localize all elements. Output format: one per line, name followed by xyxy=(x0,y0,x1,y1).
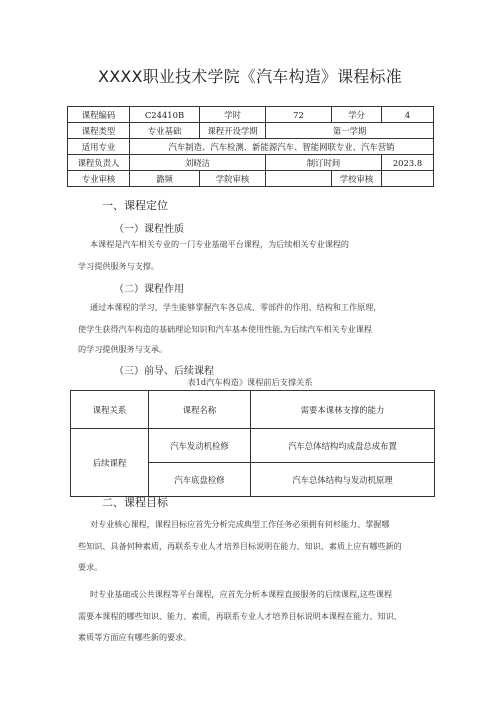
table-row xyxy=(68,123,434,139)
table-row xyxy=(68,171,434,187)
goals-para2-line2: 需要本课程的哪些知识、能力、素质，再联系专业人才培养目标说明本课程在能力、知识、 xyxy=(78,611,402,621)
header-relation: 课程关系 xyxy=(71,391,149,429)
table-row xyxy=(68,155,434,171)
major-review-value: 潞频 xyxy=(130,171,200,187)
prerequisite-heading: （三）前导、后续课程 xyxy=(114,366,214,377)
course-type-value: 专业基础 xyxy=(130,123,200,139)
goals-para1-line1: 对专业核心课程，课程目标应首先分析完成典型工作任务必须拥有何杉能力、掌握哪 xyxy=(90,519,390,529)
header-ability: 需要本课林支撑的能力 xyxy=(251,391,435,429)
school-review-label: 学校审核 xyxy=(332,171,382,187)
course-support-table xyxy=(70,390,435,497)
college-review-label: 学院审核 xyxy=(200,171,266,187)
table-row xyxy=(68,139,434,155)
date-label: 制订时间 xyxy=(266,155,382,171)
course-role-line2: 使学生获得汽车构造的基础理论知识和汽车基本使用性能,为后续汽车相关专业课程 xyxy=(78,324,372,334)
hours-value: 72 xyxy=(266,107,332,123)
course-nature-line2: 学习提供服务与支撑。 xyxy=(78,261,159,271)
course-role-line3: 的学习提供服务与支承。 xyxy=(78,344,168,354)
credit-value: 4 xyxy=(382,107,434,123)
owner-value: 刘晓洁 xyxy=(130,155,266,171)
course-name-cell: 汽车底盘检修 xyxy=(149,463,251,497)
school-review-value xyxy=(382,171,434,187)
major-review-label: 专业审核 xyxy=(68,171,130,187)
term-value: 第一学期 xyxy=(266,123,434,139)
goals-para2-line1: 时专业基础或公共课程等平台课程，应首先分析本课程直接服务的后续课程,这些课程 xyxy=(90,589,393,599)
course-role-line1: 通过本课程的学习，学生能够掌握汽车各总成、零部件的作用、结构和工作原理， xyxy=(90,302,382,312)
course-nature-heading: （一）课程性质 xyxy=(114,224,184,235)
goals-para2-line3: 素质等方面应有哪些新的要求。 xyxy=(78,632,192,642)
major-label: 适用专业 xyxy=(68,139,130,155)
page-title: XXXX职业技术学院《汽车构造》课程标准 xyxy=(98,67,402,86)
course-info-table xyxy=(67,106,434,187)
course-code-label: 课程编码 xyxy=(68,107,130,123)
course-role-heading: （二）课程作用 xyxy=(114,284,184,295)
ability-cell: 汽车总体结构与发动机原理 xyxy=(251,463,435,497)
credit-label: 学分 xyxy=(332,107,382,123)
section1-heading: 一、课程定位 xyxy=(102,199,168,212)
goals-para1-line2: 些知识、具备何种素质，再联系专业人才培养目标说明在能力、知识、素质上应有哪些新的 xyxy=(78,541,402,551)
ability-cell: 汽车总体结构均成盘总成布置 xyxy=(251,429,435,463)
section2-heading: 二、课程目标 xyxy=(102,496,168,509)
header-course-name: 课程名称 xyxy=(149,391,251,429)
term-label: 课程开设学期 xyxy=(200,123,266,139)
major-value: 汽车制造、汽车检测、新能源汽车、智能网联专业、汽车营销 xyxy=(130,139,434,155)
owner-label: 课程负责人 xyxy=(68,155,130,171)
course-nature-line1: 本课程是汽车相关专业的一门专业基础平台课程，为后续相关专业课程的 xyxy=(90,239,350,249)
table-header-row xyxy=(71,391,435,429)
date-value: 2023.8 xyxy=(382,155,434,171)
table-row xyxy=(68,107,434,123)
course-name-cell: 汽车发动机检修 xyxy=(149,429,251,463)
hours-label: 学时 xyxy=(200,107,266,123)
table-caption: 表1d汽车构造》课程前后支撑关系 xyxy=(187,377,313,387)
course-type-label: 课程类型 xyxy=(68,123,130,139)
college-review-value xyxy=(266,171,332,187)
table-row xyxy=(71,429,435,463)
relation-cell: 后续课程 xyxy=(71,429,149,497)
course-code-value: C24410B xyxy=(130,107,200,123)
goals-para1-line3: 要求。 xyxy=(78,562,103,572)
